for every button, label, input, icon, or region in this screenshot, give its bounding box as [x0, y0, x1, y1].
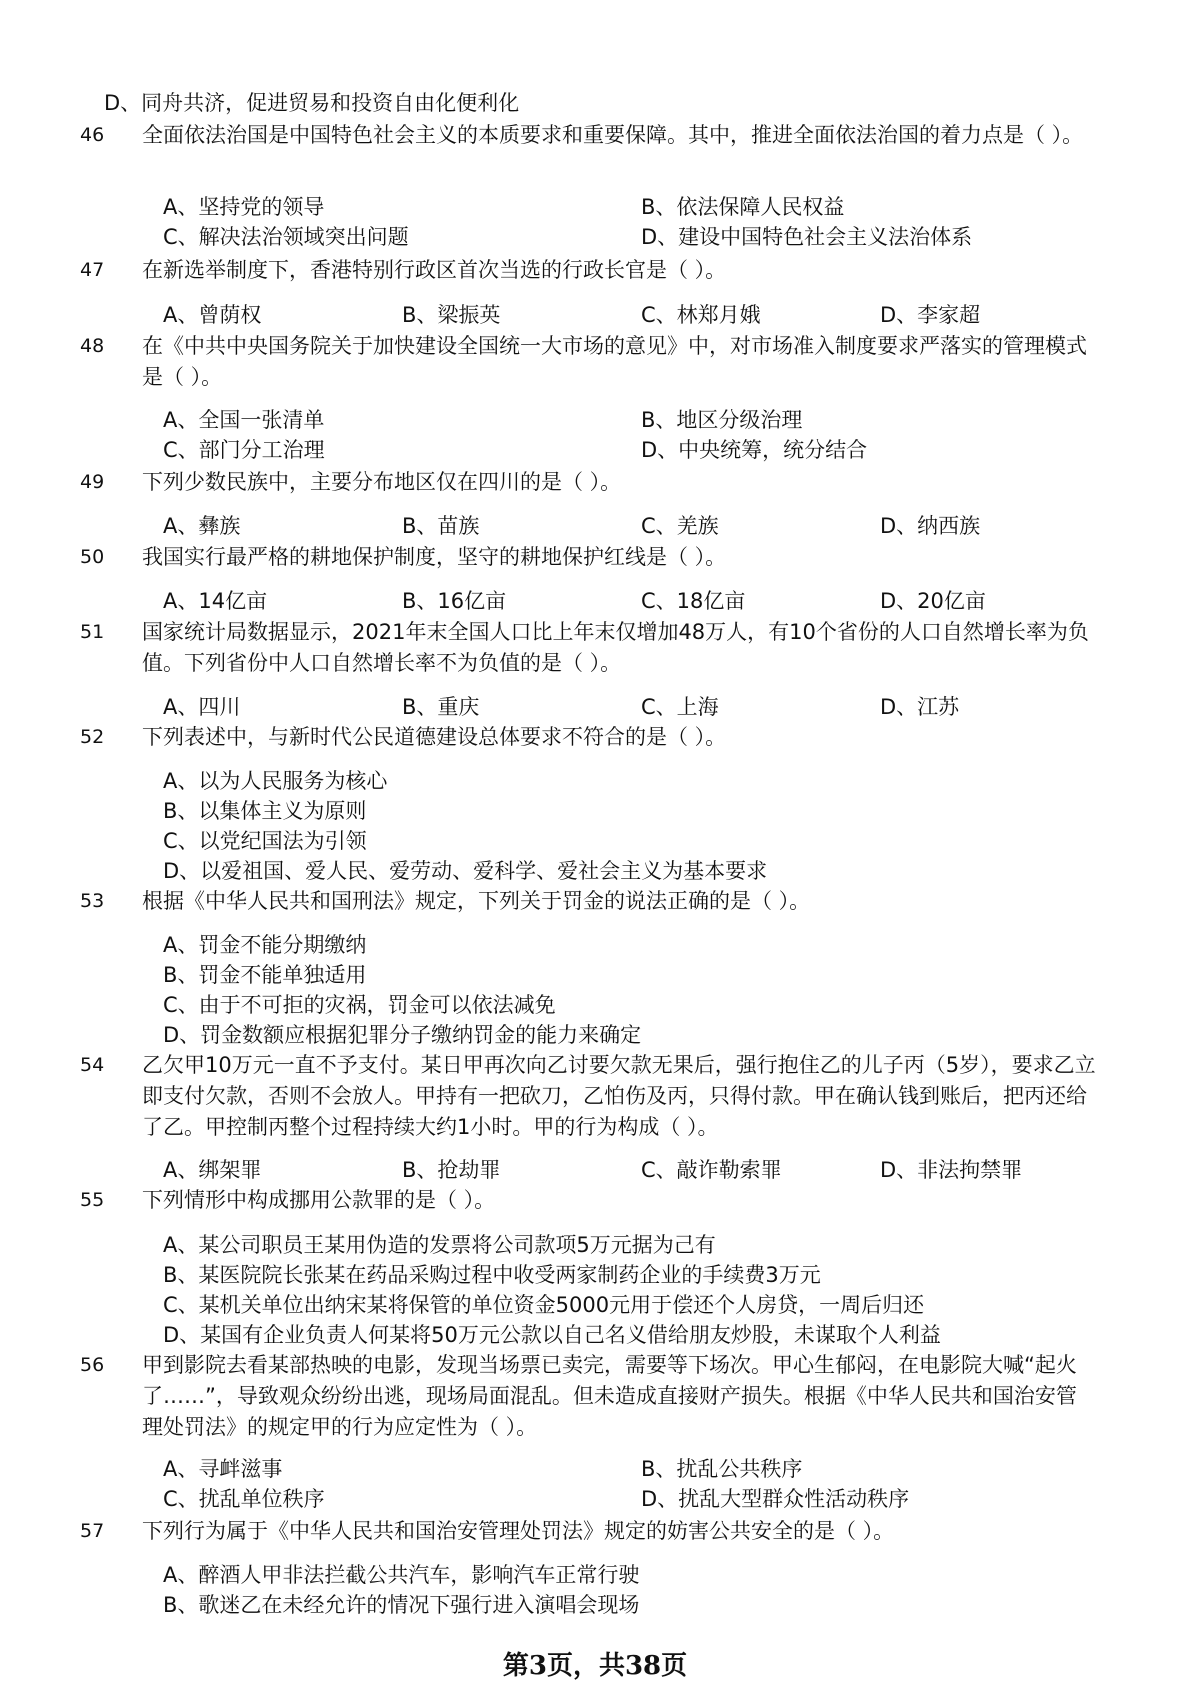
question-number: 49	[80, 471, 105, 493]
question-number: 54	[80, 1054, 105, 1076]
option-b: B、梁振英	[402, 303, 501, 327]
option-d: D、某国有企业负责人何某将50万元公款以自己名义借给朋友炒股，未谋取个人利益	[163, 1323, 941, 1347]
question-number: 55	[80, 1189, 105, 1211]
option-c: C、由于不可拒的灾祸，罚金可以依法减免	[163, 993, 556, 1017]
option-d: D、20亿亩	[880, 589, 986, 613]
question-number: 48	[80, 335, 105, 357]
question-number: 47	[80, 259, 105, 281]
question-number: 56	[80, 1354, 105, 1376]
option-a: A、曾荫权	[163, 303, 262, 327]
option-d: D、建设中国特色社会主义法治体系	[641, 225, 973, 249]
question-number: 53	[80, 890, 105, 912]
option-a: A、以为人民服务为核心	[163, 769, 388, 793]
question-stem: 下列少数民族中，主要分布地区仅在四川的是（ ）。	[142, 470, 622, 494]
option-a: A、绑架罪	[163, 1158, 262, 1182]
option-b: B、16亿亩	[402, 589, 507, 613]
option-c: C、羌族	[641, 514, 719, 538]
option-c: C、18亿亩	[641, 589, 746, 613]
question-stem: 在新选举制度下，香港特别行政区首次当选的行政长官是（ ）。	[142, 258, 727, 282]
question-number: 46	[80, 124, 105, 146]
option-b: B、以集体主义为原则	[163, 799, 367, 823]
option-a: A、罚金不能分期缴纳	[163, 933, 367, 957]
question-stem: 根据《中华人民共和国刑法》规定，下列关于罚金的说法正确的是（ ）。	[142, 889, 811, 913]
question-stem: 全面依法治国是中国特色社会主义的本质要求和重要保障。其中，推进全面依法治国的着力点是（ ）。	[142, 123, 1084, 147]
option-c: C、上海	[641, 695, 719, 719]
question-number: 57	[80, 1520, 105, 1542]
option-a: A、某公司职员王某用伪造的发票将公司款项5万元据为己有	[163, 1233, 716, 1257]
option-a: A、彝族	[163, 514, 241, 538]
question-stem: 下列情形中构成挪用公款罪的是（ ）。	[142, 1188, 496, 1212]
option-b: B、依法保障人民权益	[641, 195, 845, 219]
option-c: C、以党纪国法为引领	[163, 829, 367, 853]
option-b: B、地区分级治理	[641, 408, 803, 432]
option-a: A、14亿亩	[163, 589, 268, 613]
question-number: 52	[80, 726, 105, 748]
option-a: A、坚持党的领导	[163, 195, 325, 219]
option-c: C、解决法治领域突出问题	[163, 225, 409, 249]
question-number: 51	[80, 621, 105, 643]
question-number: 50	[80, 546, 105, 568]
option-b: B、扰乱公共秩序	[641, 1457, 803, 1481]
question-stem: 我国实行最严格的耕地保护制度，坚守的耕地保护红线是（ ）。	[142, 545, 727, 569]
question-stem: 下列行为属于《中华人民共和国治安管理处罚法》规定的妨害公共安全的是（ ）。	[142, 1519, 895, 1543]
option-b: B、重庆	[402, 695, 480, 719]
option-d: D、以爱祖国、爱人民、爱劳动、爱科学、爱社会主义为基本要求	[163, 859, 768, 883]
option-d: D、罚金数额应根据犯罪分子缴纳罚金的能力来确定	[163, 1023, 642, 1047]
question-stem: 乙欠甲10万元一直不予支付。某日甲再次向乙讨要欠款无果后，强行抱住乙的儿子丙（5岁），要求乙立即支付欠款，否则不会放人。甲持有一把砍刀，乙怕伤及丙，只得付款。甲在确认钱到账后，把丙还给了乙。甲控制丙整个过程持续大约1小时。甲的行为构成（ ）。	[142, 1053, 1096, 1139]
question-stem: 下列表述中，与新时代公民道德建设总体要求不符合的是（ ）。	[142, 725, 727, 749]
option-b: B、某医院院长张某在药品采购过程中收受两家制药企业的手续费3万元	[163, 1263, 821, 1287]
option-a: A、全国一张清单	[163, 408, 325, 432]
question-stem: 国家统计局数据显示，2021年末全国人口比上年末仅增加48万人，有10个省份的人口自然增长率为负值。下列省份中人口自然增长率不为负值的是（ ）。	[142, 620, 1089, 675]
option-a: A、寻衅滋事	[163, 1457, 283, 1481]
question-stem: 在《中共中央国务院关于加快建设全国统一大市场的意见》中，对市场准入制度要求严落实的管理模式是（ ）。	[142, 334, 1087, 389]
option-b: B、苗族	[402, 514, 480, 538]
option-d: D、扰乱大型群众性活动秩序	[641, 1487, 910, 1511]
option-b: B、罚金不能单独适用	[163, 963, 367, 987]
option-b: B、抢劫罪	[402, 1158, 501, 1182]
option-d: D、中央统筹，统分结合	[641, 438, 868, 462]
option-c: C、部门分工治理	[163, 438, 325, 462]
page-footer: 第3页，共38页	[502, 1651, 688, 1681]
option-c: C、扰乱单位秩序	[163, 1487, 325, 1511]
option-d: D、非法拘禁罪	[880, 1158, 1023, 1182]
option-b: B、歌迷乙在未经允许的情况下强行进入演唱会现场	[163, 1593, 640, 1617]
option-d: D、纳西族	[880, 514, 981, 538]
option-c: C、敲诈勒索罪	[641, 1158, 782, 1182]
option-d: D、李家超	[880, 303, 981, 327]
option-a: A、醉酒人甲非法拦截公共汽车，影响汽车正常行驶	[163, 1563, 640, 1587]
carryover-option: D、同舟共济，促进贸易和投资自由化便利化	[104, 91, 520, 115]
option-c: C、某机关单位出纳宋某将保管的单位资金5000元用于偿还个人房贷，一周后归还	[163, 1293, 925, 1317]
question-stem: 甲到影院去看某部热映的电影，发现当场票已卖完，需要等下场次。甲心生郁闷，在电影院大喊“起火了……”，导致观众纷纷出逃，现场局面混乱。但未造成直接财产损失。根据《中华人民共和国治安管理处罚法》的规定甲的行为应定性为（ ）。	[142, 1353, 1077, 1439]
option-d: D、江苏	[880, 695, 960, 719]
option-c: C、林郑月娥	[641, 303, 761, 327]
option-a: A、四川	[163, 695, 241, 719]
